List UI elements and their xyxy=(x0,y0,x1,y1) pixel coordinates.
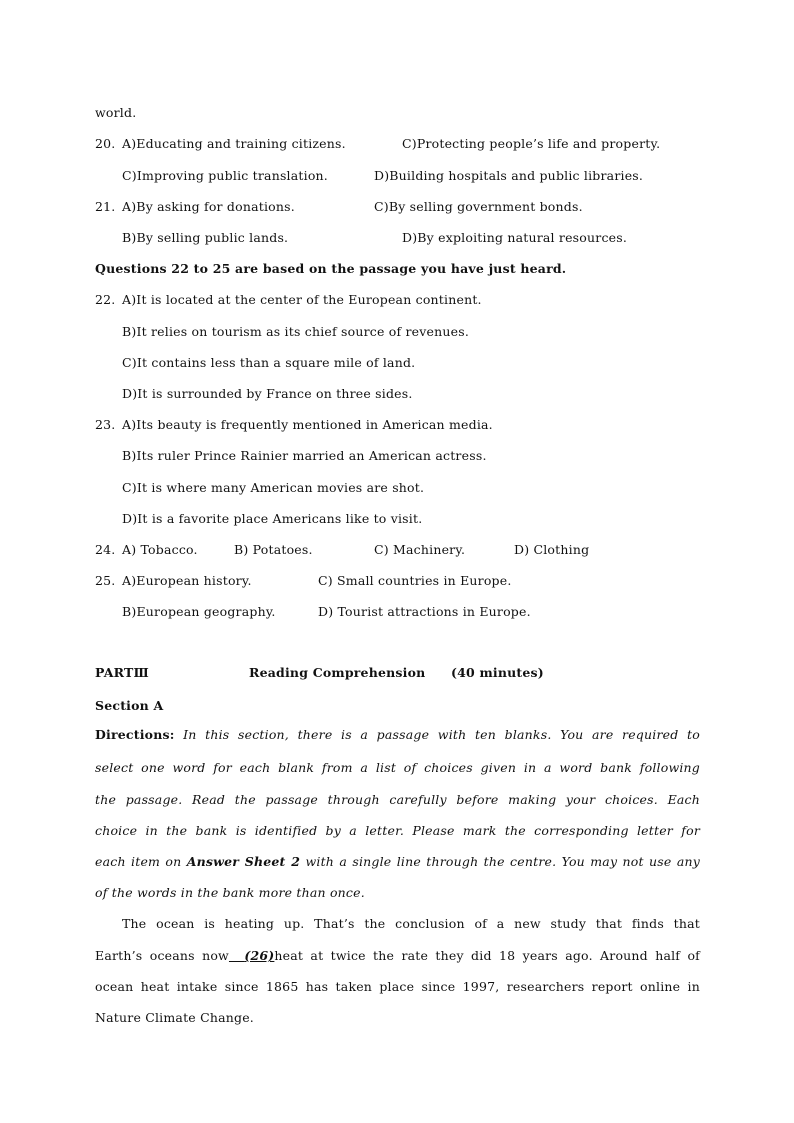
q22-option-c: C)It contains less than a square mile of land. xyxy=(122,355,416,370)
directions-line-3: the passage. Read the passage through carefully before making your choices. Each xyxy=(95,792,700,807)
directions-line-4: choice in the bank is identified by a letter. Please mark the corresponding letter for xyxy=(95,823,700,838)
passage-line-3: ocean heat intake since 1865 has taken place since 1997, researchers report online in xyxy=(95,979,700,994)
q20-option-d: D)Building hospitals and public libraries. xyxy=(374,168,644,183)
directions-line-6: of the words in the bank more than once. xyxy=(95,885,365,900)
q22-option-a: A)It is located at the center of the European continent. xyxy=(122,292,482,307)
q24-option-d: D) Clothing xyxy=(514,542,590,557)
q20-option-c2: C)Improving public translation. xyxy=(122,168,328,183)
directions-text-5a: each item on xyxy=(95,854,182,869)
q20-option-a: A)Educating and training citizens. xyxy=(122,136,346,151)
passage-text-2a: Earth’s oceans now xyxy=(95,948,229,963)
directions-text-1: In this section, there is a passage with ten blanks. You are required to xyxy=(183,727,700,742)
q21-option-d: D)By exploiting natural resources. xyxy=(402,230,628,245)
q24-option-b: B) Potatoes. xyxy=(234,542,313,557)
q23-option-d: D)It is a favorite place Americans like to visit. xyxy=(122,511,423,526)
question-number-21: 21. xyxy=(95,199,116,214)
question-number-22: 22. xyxy=(95,292,116,307)
q23-option-b: B)Its ruler Prince Rainier married an American actress. xyxy=(122,448,487,463)
part-title: Reading Comprehension xyxy=(249,665,426,680)
directions-text-5b: with a single line through the centre. You may not use any xyxy=(305,854,700,869)
continued-text: world. xyxy=(95,105,137,120)
part-label: PARTⅢ xyxy=(95,665,149,680)
question-number-20: 20. xyxy=(95,136,116,151)
q21-option-b: B)By selling public lands. xyxy=(122,230,289,245)
directions-line-5 xyxy=(95,854,700,870)
blank-26 xyxy=(229,948,274,963)
q24-option-a: A) Tobacco. xyxy=(122,542,198,557)
passage-line-2 xyxy=(95,948,700,964)
q21-option-c: C)By selling government bonds. xyxy=(374,199,583,214)
q25-option-b: B)European geography. xyxy=(122,604,276,619)
q25-option-a: A)European history. xyxy=(122,573,252,588)
q25-option-d: D) Tourist attractions in Europe. xyxy=(318,604,531,619)
q21-option-a: A)By asking for donations. xyxy=(122,199,295,214)
part-time: (40 minutes) xyxy=(451,665,544,680)
directions-line-2: select one word for each blank from a list of choices given in a word bank following xyxy=(95,760,700,775)
q23-option-a: A)Its beauty is frequently mentioned in American media. xyxy=(122,417,493,432)
q22-option-d: D)It is surrounded by France on three sides. xyxy=(122,386,413,401)
passage-line-1: The ocean is heating up. That’s the conclusion of a new study that finds that xyxy=(122,916,700,931)
passage-text-2b: heat at twice the rate they did 18 years ago. Around half of xyxy=(274,948,700,963)
q22-option-b: B)It relies on tourism as its chief source of revenues. xyxy=(122,324,469,339)
q25-option-c: C) Small countries in Europe. xyxy=(318,573,512,588)
q24-option-c: C) Machinery. xyxy=(374,542,466,557)
q23-option-c: C)It is where many American movies are shot. xyxy=(122,480,425,495)
section-heading: Section A xyxy=(95,698,164,713)
directions-label: Directions: xyxy=(95,727,175,742)
answer-sheet-ref: Answer Sheet 2 xyxy=(186,854,301,869)
passage-line-4: Nature Climate Change. xyxy=(95,1010,254,1025)
question-number-23: 23. xyxy=(95,417,116,432)
question-number-24: 24. xyxy=(95,542,116,557)
question-number-25: 25. xyxy=(95,573,116,588)
blank-26-label: (26) xyxy=(244,948,275,963)
questions-22-25-heading: Questions 22 to 25 are based on the passage you have just heard. xyxy=(95,261,567,276)
directions-line-1 xyxy=(95,727,700,743)
q20-option-c: C)Protecting people’s life and property. xyxy=(402,136,661,151)
